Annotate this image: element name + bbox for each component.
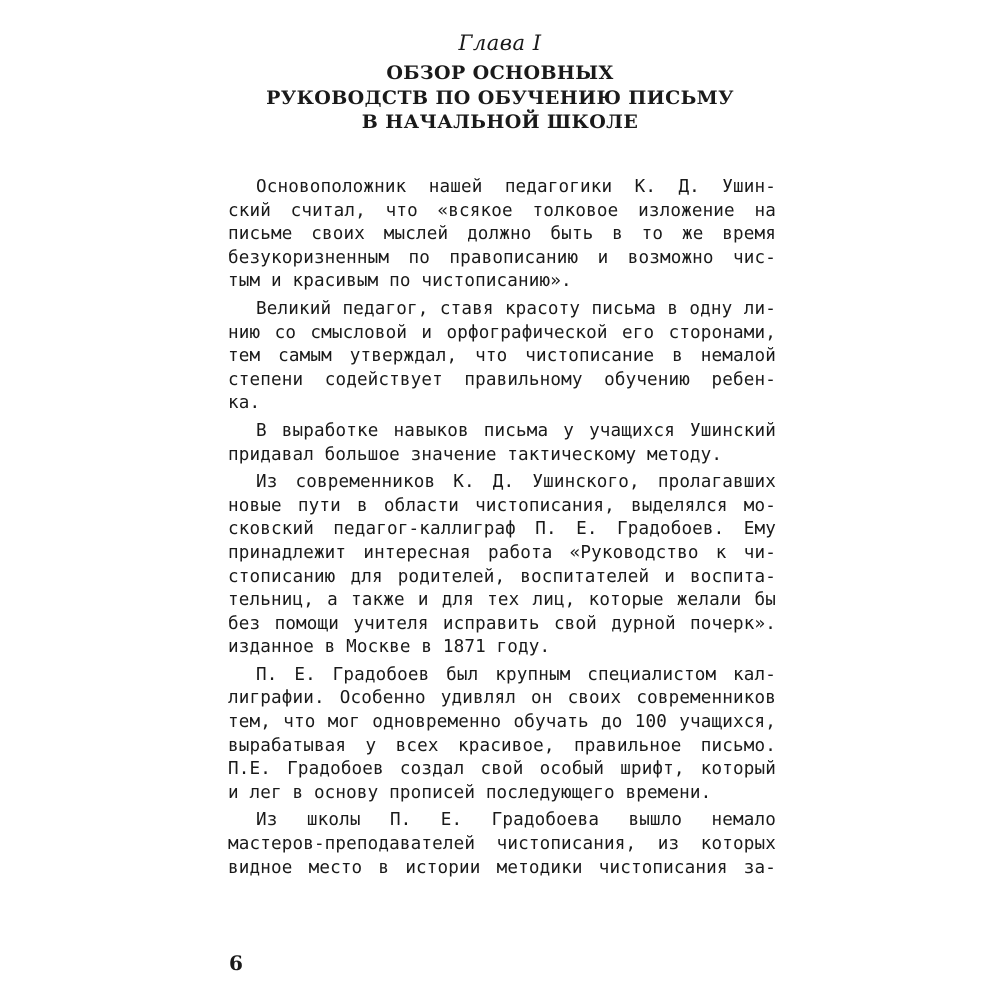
chapter-label: Глава I bbox=[458, 31, 542, 55]
text-line: сковский педагог-каллиграф П. Е. Градобоев. Ему bbox=[228, 519, 776, 540]
text-line: Основоположник нашей педагогики К. Д. Ушин- bbox=[256, 177, 776, 197]
paragraph bbox=[228, 176, 776, 294]
body-text bbox=[228, 176, 776, 880]
text-line: придавал большое значение тактическому методу. bbox=[228, 444, 723, 465]
text-line: письме своих мыслей должно быть в то же время bbox=[228, 224, 776, 245]
chapter-title-line: ОБЗОР ОСНОВНЫХ bbox=[386, 62, 614, 84]
text-line: П.Е. Градобоев создал свой особый шрифт, который bbox=[228, 759, 776, 780]
text-line: Из современников К. Д. Ушинского, пролагавших bbox=[256, 472, 776, 493]
chapter-title bbox=[0, 61, 1000, 135]
text-line: и лег в основу прописей последующего времени. bbox=[228, 782, 712, 803]
text-line: стописанию для родителей, воспитателей и воспита- bbox=[228, 566, 776, 587]
text-line: лиграфии. Особенно удивлял он своих современников bbox=[228, 688, 776, 709]
paragraph bbox=[228, 809, 776, 880]
text-line: тем, что мог одновременно обучать до 100 учащихся, bbox=[228, 712, 776, 733]
text-line: принадлежит интересная работа «Руководство к чи- bbox=[228, 542, 776, 563]
chapter-title-line: РУКОВОДСТВ ПО ОБУЧЕНИЮ ПИСЬМУ bbox=[266, 86, 734, 109]
paragraph bbox=[228, 420, 776, 467]
text-line: безукоризненным по правописанию и возможно чис- bbox=[228, 247, 776, 268]
text-line: тем самым утверждал, что чистописание в немалой bbox=[228, 346, 776, 367]
text-line: новые пути в области чистописания, выделялся мо- bbox=[228, 495, 776, 516]
paragraph bbox=[228, 298, 776, 416]
text-line: ский считал, что «всякое толковое изложение на bbox=[228, 200, 776, 221]
text-line: степени содействует правильному обучению ребен- bbox=[228, 369, 776, 390]
text-line: В выработке навыков письма у учащихся Ушинский bbox=[256, 420, 776, 441]
text-line: видное место в истории методики чистописания за- bbox=[228, 857, 776, 878]
text-line: ка. bbox=[228, 393, 261, 414]
text-line: Из школы П. Е. Градобоева вышло немало bbox=[256, 810, 776, 831]
chapter-title-line: В НАЧАЛЬНОЙ ШКОЛЕ bbox=[361, 111, 639, 133]
text-line: тельниц, а также и для тех лиц, которые желали бы bbox=[228, 590, 776, 611]
text-line: вырабатывая у всех красивое, правильное письмо. bbox=[228, 735, 776, 756]
text-line: тым и красивым по чистописанию». bbox=[228, 271, 572, 292]
paragraph bbox=[228, 471, 776, 660]
text-line: мастеров-преподавателей чистописания, из которых bbox=[228, 834, 776, 855]
paragraph bbox=[228, 664, 776, 806]
text-line: П. Е. Градобоев был крупным специалистом кал- bbox=[256, 664, 776, 685]
page-number: 6 bbox=[229, 951, 243, 975]
text-line: Великий педагог, ставя красоту письма в одну ли- bbox=[256, 298, 776, 319]
text-line: без помощи учителя исправить свой дурной почерк». bbox=[228, 613, 776, 634]
text-line: изданное в Москве в 1871 году. bbox=[228, 637, 551, 658]
text-line: нию со смысловой и орфографической его сторонами, bbox=[228, 322, 776, 343]
